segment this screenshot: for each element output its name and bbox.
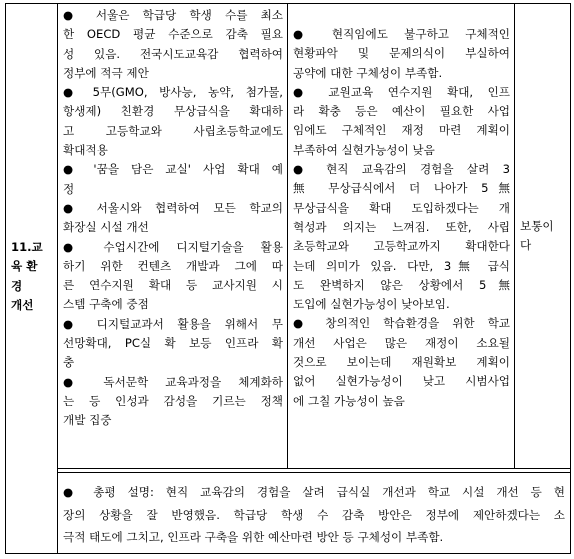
- evaluation-line: 무상급식을 확대 도입하겠다는 개: [293, 200, 510, 215]
- evaluation-line: 개선 사업은 많은 재정이 소요될: [293, 335, 510, 350]
- row-divider-inner: [57, 472, 571, 473]
- evaluation-line: 현황파악 및 문제의식이 부실하여: [293, 46, 510, 61]
- achievements-line: 는 등 인성과 감성을 기르는 정책: [63, 393, 283, 408]
- achievements-line: 정부에 적극 제안: [63, 65, 149, 80]
- achievements-line: 선망확대, PC실 확 보등 인프라 확: [63, 336, 283, 351]
- achievements-line: 스템 구축에 중점: [63, 297, 149, 312]
- achievements-line: 른 연수지원 확대 등 교사지원 시: [63, 278, 283, 293]
- evaluation-line: ● 교원교육 연수지원 확대, 인프: [293, 84, 510, 99]
- evaluation-line: 것으로 보이는데 재원확보 계획이: [293, 355, 510, 370]
- column-divider-category: [57, 3, 58, 554]
- achievements-line: ● 5무(GMO, 방사능, 농약, 첨가물,: [63, 85, 283, 100]
- achievements-line: 한 OECD 평균 수준으로 감축 필요: [63, 27, 283, 42]
- achievements-line: 항생제) 친환경 무상급식을 확대하: [63, 104, 283, 119]
- evaluation-line: 혁성과 의지는 느껴짐. 또한, 사립: [293, 219, 510, 234]
- evaluation-cell: [293, 25, 510, 411]
- achievements-line: ● 서울시와 협력하여 모든 학교의: [63, 200, 283, 215]
- column-divider-achievements: [287, 3, 288, 469]
- category-line: 경: [11, 278, 23, 293]
- category-line: 개선: [11, 297, 34, 312]
- summary-line: 극적 태도에 그치고, 인프라 구축을 위한 예산마련 방안 등 구체성이 부족함.: [63, 530, 444, 544]
- grade-line: 보통이: [520, 219, 554, 233]
- evaluation-line: ● 창의적인 학습환경을 위한 학교: [293, 316, 510, 331]
- achievements-line: 하기 위한 컨텐츠 개발과 그에 따: [63, 258, 283, 273]
- achievements-line: ● 서울은 학급당 학생 수를 최소: [63, 8, 283, 22]
- evaluation-line: 부족하여 실현가능성이 낮음: [293, 142, 435, 157]
- achievements-line: 확대적용: [63, 143, 108, 158]
- table-border-right: [570, 3, 571, 554]
- table-border-top: [5, 3, 571, 4]
- achievements-line: ● 디지털교과서 활용을 위해서 무: [63, 316, 283, 331]
- achievements-line: 고 고등학교와 사립초등학교에도: [63, 123, 283, 138]
- achievements-line: 정: [63, 181, 75, 196]
- summary-cell: [63, 481, 565, 549]
- achievements-line: ● 독서문학 교육과정을 체계화하: [63, 374, 283, 389]
- summary-line: ● 총평 설명: 현직 교육감의 경험을 살려 급식실 개선과 학교 시설 개선 등 현: [63, 485, 565, 499]
- evaluation-line: 초등학교와 고등학교까지 확대한다: [293, 239, 510, 254]
- evaluation-line: 공약에 대한 구체성이 부족함.: [293, 65, 443, 80]
- summary-line: 장의 상황을 잘 반영했음. 학급당 학생 수 감축 방안은 정부에 제안하겠다는 소: [63, 507, 565, 522]
- evaluation-line: 에 그칠 가능성이 높음: [293, 393, 405, 408]
- achievements-line: 화장실 시설 개선: [63, 220, 149, 235]
- evaluation-line: 無 무상급식에서 더 나아가 5無: [293, 181, 510, 196]
- achievements-line: 성 있음. 전국시도교육감 협력하여: [63, 46, 283, 61]
- evaluation-line: 는데 의미가 있음. 다만, 3無 급식: [293, 258, 510, 273]
- achievements-line: ● 수업시간에 디지털기술을 활용: [63, 239, 283, 254]
- achievements-cell: [63, 6, 283, 431]
- evaluation-line: 라 확충 등은 예산이 필요한 사업: [293, 104, 510, 119]
- table-border-left: [5, 3, 6, 554]
- grade-cell: [520, 217, 568, 256]
- achievements-line: ● '꿈을 담은 교실' 사업 확대 예: [63, 162, 283, 177]
- achievements-line: 충: [63, 355, 75, 370]
- evaluation-line: ● 현직 교육감의 경험을 살려 3: [293, 162, 510, 177]
- achievements-line: 개발 집중: [63, 413, 112, 428]
- row-divider: [57, 468, 571, 469]
- column-divider-evaluation: [514, 3, 515, 469]
- evaluation-line: 도입에 실현가능성이 낮아보임.: [293, 297, 450, 312]
- grade-line: 다: [520, 238, 532, 253]
- evaluation-line: 도 완벽하지 않은 상황에서 5無: [293, 277, 510, 292]
- evaluation-line: ● 현직임에도 불구하고 구체적인: [293, 27, 510, 41]
- category-cell: [11, 238, 55, 315]
- category-line: 11.교: [11, 240, 43, 254]
- evaluation-line: 임에도 구체적인 재정 마련 계획이: [293, 123, 510, 138]
- table-border-bottom: [5, 553, 571, 554]
- category-line: 육 환: [11, 259, 38, 274]
- evaluation-line: 없어 실현가능성이 낮고 시범사업: [293, 374, 510, 389]
